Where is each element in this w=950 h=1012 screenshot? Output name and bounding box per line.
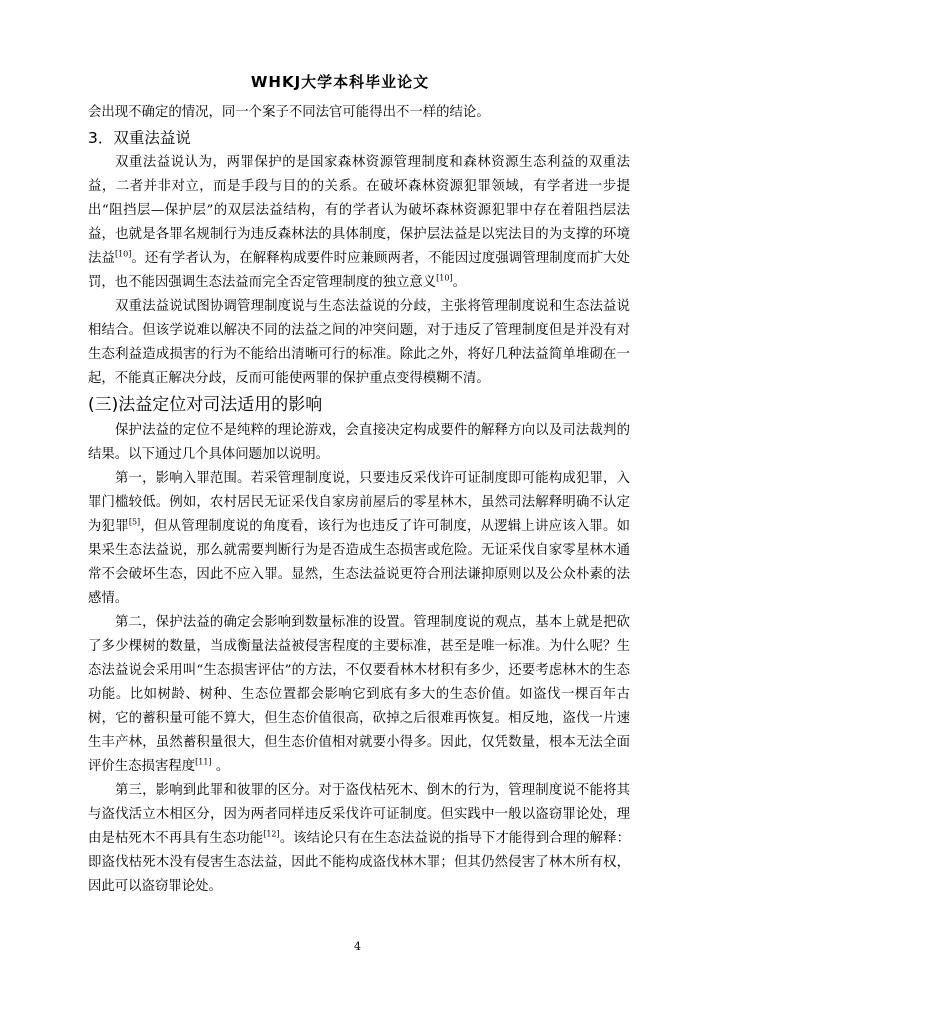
- body-text: [88, 101, 630, 899]
- paragraph: [88, 611, 630, 779]
- citation-ref: [10]: [114, 249, 132, 259]
- paragraph-text: ，但从管理制度说的角度看，该行为也违反了许可制度，从逻辑上讲应该入罪。如果采生态法益说，那么就需要判断行为是否造成生态损害或危险。无证采伐自家零星林木通常不会破坏生态，因此不应入罪。显然，生态法益说更符合刑法谦抑原则以及公众朴素的法感情。: [88, 519, 631, 606]
- paragraph: 会出现不确定的情况，同一个案子不同法官可能得出不一样的结论。: [88, 105, 490, 120]
- paragraph: 保护法益的定位不是纯粹的理论游戏，会直接决定构成要件的解释方向以及司法裁判的结果。以下通过几个具体问题加以说明。: [88, 423, 630, 462]
- paragraph: 双重法益说试图协调管理制度说与生态法益说的分歧，主张将管理制度说和生态法益说相结合。但该学说难以解决不同的法益之间的冲突问题，对于违反了管理制度但是并没有对生态利益造成损害的行为不能给出清晰可行的标准。除此之外，将好几种法益简单堆砌在一起，不能真正解决分歧，反而可能使两罪的保护重点变得模糊不清。: [88, 299, 630, 386]
- section-heading: 3．双重法益说: [88, 129, 191, 147]
- paragraph-text: 。还有学者认为，在解释构成要件时应兼顾两者，不能因过度强调管理制度而扩大处罚，也不能因强调生态法益而完全否定管理制度的独立意义: [88, 251, 630, 290]
- citation-ref: [12]: [263, 829, 280, 839]
- paragraph-text: 。: [452, 275, 466, 290]
- paragraph-text: 第三，影响到此罪和彼罪的区分。对于盗伐枯死木、倒木的行为，管理制度说不能将其与盗伐活立木相区分，因为两者同样违反采伐许可证制度。但实践中一般以盗窃罪论处，理由是枯死木不再具有生态功能: [88, 783, 630, 846]
- citation-ref: [11]: [195, 757, 212, 767]
- running-header: WHKJ大学本科毕业论文: [250, 73, 430, 91]
- paragraph-text: 第一，影响入罪范围。若采管理制度说，只要违反采伐许可证制度即可能构成犯罪，入罪门槛较低。例如，农村居民无证采伐自家房前屋后的零星林木，虽然司法解释明确不认定为犯罪: [88, 471, 630, 534]
- paragraph: [88, 151, 630, 295]
- paragraph: [88, 779, 630, 899]
- paragraph-text: 第二，保护法益的确定会影响到数量标准的设置。管理制度说的观点，基本上就是把砍了多少棵树的数量，当成衡量法益被侵害程度的主要标准，甚至是唯一标准。为什么呢？生态法益说会采用叫“生态损害评估”的方法，不仅要看林木材积有多少，还要考虑林木的生态功能。比如树龄、树种、生态位置都会影响它到底有多大的生态价值。如盗伐一棵百年古树，它的蓄积量可能不算大，但生态价值很高，砍掉之后很难再恢复。相反地，盗伐一片速生丰产林，虽然蓄积量很大，但生态价值相对就要小得多。因此，仅凭数量，根本无法全面评价生态损害程度: [88, 615, 630, 774]
- paragraph: [88, 467, 630, 611]
- paragraph-text: 。该结论只有在生态法益说的指导下才能得到合理的解释：即盗伐枯死木没有侵害生态法益，因此不能构成盗伐林木罪；但其仍然侵害了林木所有权，因此可以盗窃罪论处。: [88, 831, 631, 894]
- citation-ref: [10]: [436, 273, 453, 283]
- section-heading: (三)法益定位对司法适用的影响: [88, 395, 323, 415]
- citation-ref: [5]: [128, 517, 141, 527]
- paragraph-text: 。: [211, 759, 230, 774]
- paragraph-text: 双重法益说认为，两罪保护的是国家森林资源管理制度和森林资源生态利益的双重法益，二者并非对立，而是手段与目的的关系。在破坏森林资源犯罪领域，有学者进一步提出“阻挡层—保护层”的双层法益结构，有的学者认为破坏森林资源犯罪中存在着阻挡层法益，也就是各罪名规制行为违反森林法的具体制度，保护层法益是以宪法目的为支撑的环境法益: [88, 155, 630, 266]
- page-number: 4: [354, 940, 361, 953]
